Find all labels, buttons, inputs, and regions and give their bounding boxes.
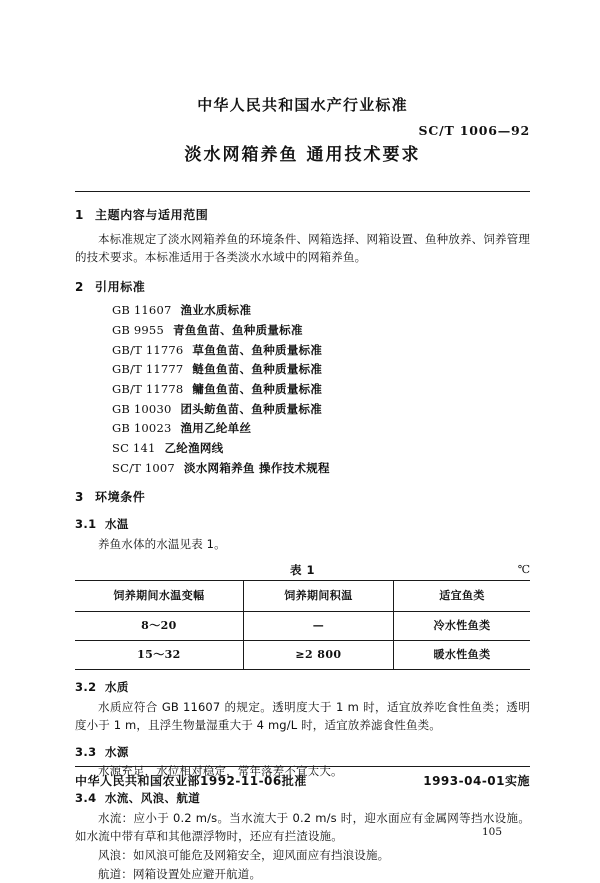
reference-title: 渔用乙纶单丝 bbox=[180, 421, 252, 436]
section-title-3-3: 水源 bbox=[105, 744, 129, 759]
table-caption: 表 1 bbox=[289, 563, 315, 578]
reference-code: GB/T 11776 bbox=[112, 342, 184, 357]
section-title-3-2: 水质 bbox=[105, 679, 129, 694]
reference-title: 团头鲂鱼苗、鱼种质量标准 bbox=[180, 401, 323, 416]
reference-title: 乙纶渔网线 bbox=[164, 440, 224, 455]
section-3-1-paragraph: 养鱼水体的水温见表 1。 bbox=[98, 536, 226, 551]
reference-code: SC/T 1007 bbox=[112, 460, 175, 475]
page-title: 淡水网箱养鱼 通用技术要求 bbox=[184, 145, 421, 165]
section-number-3-4: 3.4 bbox=[75, 791, 97, 806]
referenced-standards-list bbox=[75, 301, 530, 476]
reference-title: 草鱼鱼苗、鱼种质量标准 bbox=[192, 342, 323, 357]
footer-row bbox=[75, 772, 530, 789]
column-header-accumulated-temp: 饲养期间积温 bbox=[243, 581, 393, 612]
reference-title: 鳙鱼鱼苗、鱼种质量标准 bbox=[192, 382, 323, 396]
reference-code: GB 9955 bbox=[112, 323, 164, 338]
section-number-1: 1 bbox=[75, 208, 84, 223]
list-item bbox=[75, 419, 530, 437]
list-item bbox=[75, 321, 530, 339]
section-3-4-paragraph-channel: 航道：网箱设置处应避开航道。 bbox=[98, 866, 262, 881]
cell-accumulated-temp: — bbox=[243, 612, 393, 641]
section-heading-2 bbox=[75, 278, 530, 297]
reference-title: 青鱼鱼苗、鱼种质量标准 bbox=[172, 323, 303, 338]
reference-title: 鲢鱼鱼苗、鱼种质量标准 bbox=[192, 362, 323, 377]
list-item bbox=[75, 459, 530, 477]
section-title-3: 环境条件 bbox=[95, 489, 146, 504]
list-item bbox=[75, 360, 530, 378]
issuing-organization: 中华人民共和国水产行业标准 bbox=[197, 96, 408, 114]
water-temperature-table bbox=[75, 580, 530, 669]
section-3-2-paragraph: 水质应符合 GB 11607 的规定。透明度大于 1 m 时，适宜放养吃食性鱼类；透明度小于 1 m，且浮生物量湿重大于 4 mg/L 时，适宜放养滤食性鱼类。 bbox=[75, 699, 530, 733]
section-heading-3-3 bbox=[75, 743, 530, 762]
section-3-3-paragraph: 水源充足，水位相对稳定，常年落差不宜太大。 bbox=[98, 764, 343, 779]
effective-date: 1993-04-01实施 bbox=[423, 774, 530, 788]
cell-suitable-fish: 暖水性鱼类 bbox=[393, 641, 530, 670]
approval-statement: 中华人民共和国农业部1992-11-06批准 bbox=[75, 774, 307, 788]
cell-temp-range: 8～20 bbox=[75, 612, 243, 641]
section-heading-3 bbox=[75, 488, 530, 507]
table-caption-row bbox=[75, 561, 530, 578]
list-item bbox=[75, 439, 530, 457]
section-heading-3-2 bbox=[75, 678, 530, 697]
footer-divider bbox=[75, 766, 530, 767]
section-number-3: 3 bbox=[75, 489, 84, 504]
section-title-2: 引用标准 bbox=[95, 279, 146, 294]
section-title-1: 主题内容与适用范围 bbox=[95, 208, 209, 223]
section-heading-1 bbox=[75, 206, 530, 225]
page-content bbox=[75, 0, 530, 883]
reference-code: GB 10023 bbox=[112, 421, 172, 436]
section-heading-3-1 bbox=[75, 515, 530, 534]
reference-code: GB 10030 bbox=[112, 401, 172, 416]
reference-code: GB 11607 bbox=[112, 303, 172, 318]
column-header-suitable-fish: 适宜鱼类 bbox=[393, 581, 530, 612]
section-title-3-1: 水温 bbox=[105, 517, 129, 532]
section-3-4-paragraph-flow: 水流：应小于 0.2 m/s。当水流大于 0.2 m/s 时，迎水面应有金属网等挡水设施。如水流中带有草和其他漂浮物时，还应有拦渣设施。 bbox=[75, 810, 530, 844]
reference-code: GB/T 11777 bbox=[112, 362, 184, 377]
column-header-temp-range: 饲养期间水温变幅 bbox=[75, 581, 243, 612]
masthead bbox=[75, 0, 530, 192]
header-divider bbox=[75, 191, 530, 192]
reference-title: 渔业水质标准 bbox=[180, 303, 252, 318]
list-item bbox=[75, 380, 530, 398]
section-number-3-2: 3.2 bbox=[75, 679, 97, 694]
section-number-3-1: 3.1 bbox=[75, 517, 97, 532]
section-heading-3-4 bbox=[75, 789, 530, 808]
list-item bbox=[75, 400, 530, 418]
page-number: 105 bbox=[481, 826, 502, 838]
table-row bbox=[75, 641, 530, 670]
reference-code: GB/T 11778 bbox=[112, 382, 184, 396]
section-title-3-4: 水流、风浪、航道 bbox=[105, 791, 201, 806]
standard-number: SC/T 1006—92 bbox=[418, 123, 530, 138]
cell-suitable-fish: 冷水性鱼类 bbox=[393, 612, 530, 641]
cell-temp-range: 15～32 bbox=[75, 641, 243, 670]
section-number-3-3: 3.3 bbox=[75, 744, 97, 759]
list-item bbox=[75, 301, 530, 319]
list-item bbox=[75, 341, 530, 359]
standard-number-row bbox=[75, 123, 530, 149]
table-unit-label: ℃ bbox=[517, 563, 530, 577]
reference-title: 淡水网箱养鱼 操作技术规程 bbox=[183, 460, 330, 475]
table-1-block bbox=[75, 561, 530, 669]
table-row bbox=[75, 612, 530, 641]
section-number-2: 2 bbox=[75, 279, 84, 294]
section-3-4-paragraph-waves: 风浪：如风浪可能危及网箱安全，迎风面应有挡浪设施。 bbox=[98, 847, 390, 862]
cell-accumulated-temp: ≥2 800 bbox=[243, 641, 393, 670]
table-header-row bbox=[75, 581, 530, 612]
section-1-paragraph: 本标准规定了淡水网箱养鱼的环境条件、网箱选择、网箱设置、鱼种放养、饲养管理的技术要求。本标准适用于各类淡水水域中的网箱养鱼。 bbox=[75, 231, 530, 265]
reference-code: SC 141 bbox=[112, 440, 156, 455]
